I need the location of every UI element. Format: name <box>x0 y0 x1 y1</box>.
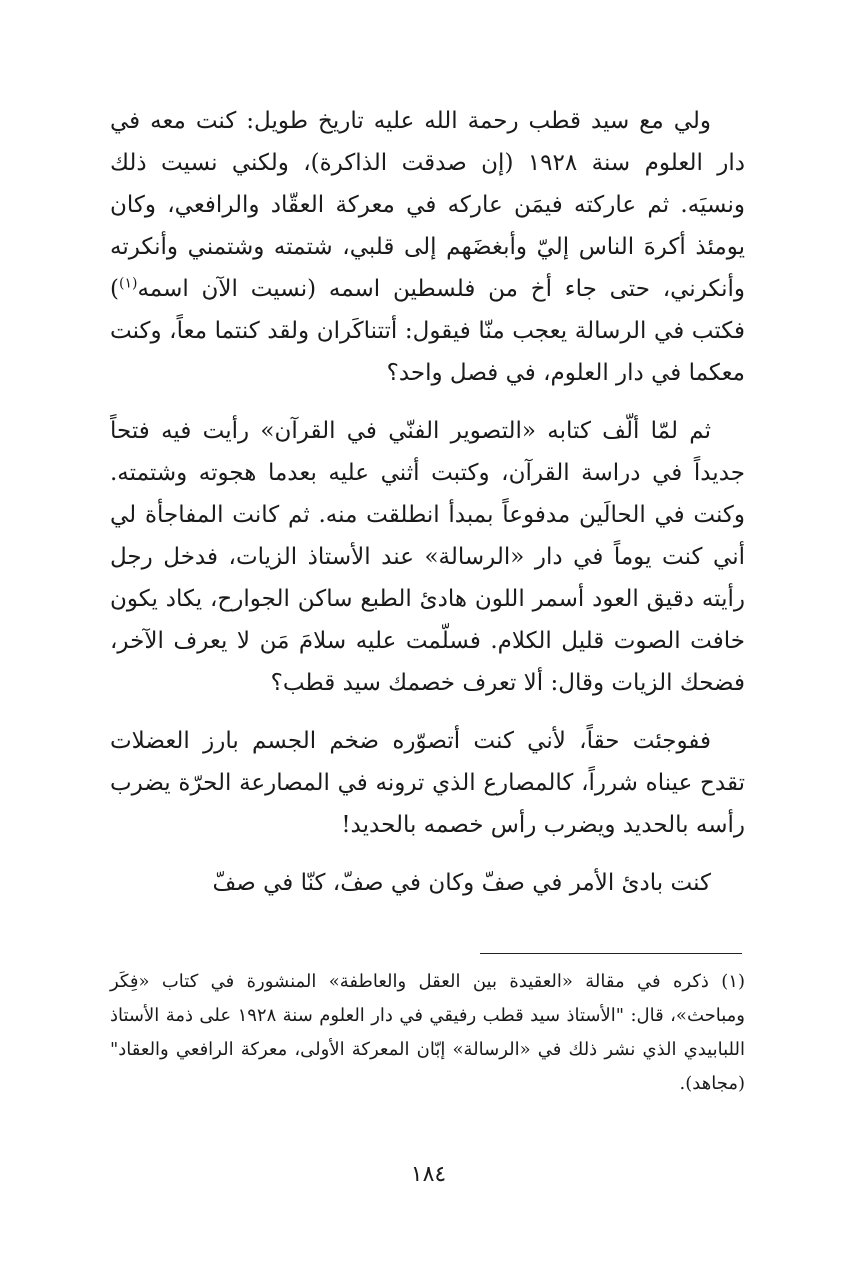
paragraph-1-continuation: ) فكتب في الرسالة يعجب منّا فيقول: أتتناكَران ولقد كنتما معاً، وكنت معكما في دار العلوم، في فصل واحد؟ <box>110 276 745 386</box>
paragraph-2: ثم لمّا ألّف كتابه «التصوير الفنّي في القرآن» رأيت فيه فتحاً جديداً في دراسة القرآن، وكتبت أثني عليه بعدما هجوته وشتمته. وكنت في الحالَين مدفوعاً بمبدأ انطلقت منه. ثم كانت المفاجأة لي أني كنت يوماً في دار «الرسالة» عند الأستاذ الزيات، فدخل رجل رأيته دقيق العود أسمر اللون هادئ الطبع ساكن الجوارح، يكاد يكون خافت الصوت قليل الكلام. فسلّمت عليه سلامَ مَن لا يعرف الآخر، فضحك الزيات وقال: ألا تعرف خصمك سيد قطب؟ <box>110 418 745 696</box>
paragraph-3: ففوجئت حقاً، لأني كنت أتصوّره ضخم الجسم بارز العضلات تقدح عيناه شرراً، كالمصارع الذي ترونه في المصارعة الحرّة يضرب رأسه بالحديد ويضرب رأس خصمه بالحديد! <box>110 728 745 838</box>
page-number: ١٨٤ <box>410 1162 447 1187</box>
main-text <box>110 100 745 904</box>
footnotes <box>110 965 745 1101</box>
footnote-1-text: (١) ذكره في مقالة «العقيدة بين العقل والعاطفة» المنشورة في كتاب «فِكَر ومباحث»، قال: "الأستاذ سيد قطب رفيقي في دار العلوم سنة ١٩٢٨ على ذمة الأستاذ اللبابيدي الذي نشر ذلك في «الرسالة» إبّان المعركة الأولى، معركة الرافعي والعقاد" (مجاهد). <box>110 971 745 1094</box>
footnote-1 <box>110 965 745 1101</box>
footnote-divider <box>480 953 742 954</box>
paragraph-4: كنت بادئ الأمر في صفّ وكان في صفّ، كنّا في صفّ <box>212 870 711 896</box>
paragraph-1 <box>110 100 745 394</box>
footnote-reference[interactable]: (١) <box>118 275 138 292</box>
page-body <box>110 100 745 920</box>
paragraph-1-text: ولي مع سيد قطب رحمة الله عليه تاريخ طويل: كنت معه في دار العلوم سنة ١٩٢٨ (إن صدقت الذاكرة)، ولكني نسيت ذلك ونسيَه. ثم عاركته فيمَن عاركه في معركة العقّاد والرافعي، وكان يومئذ أكرهَ الناس إليّ وأبغضَهم إلى قلبي، شتمته وشتمني وأنكرته وأنكرني، حتى جاء أخ من فلسطين اسمه (نسيت الآن اسمه <box>110 108 745 302</box>
